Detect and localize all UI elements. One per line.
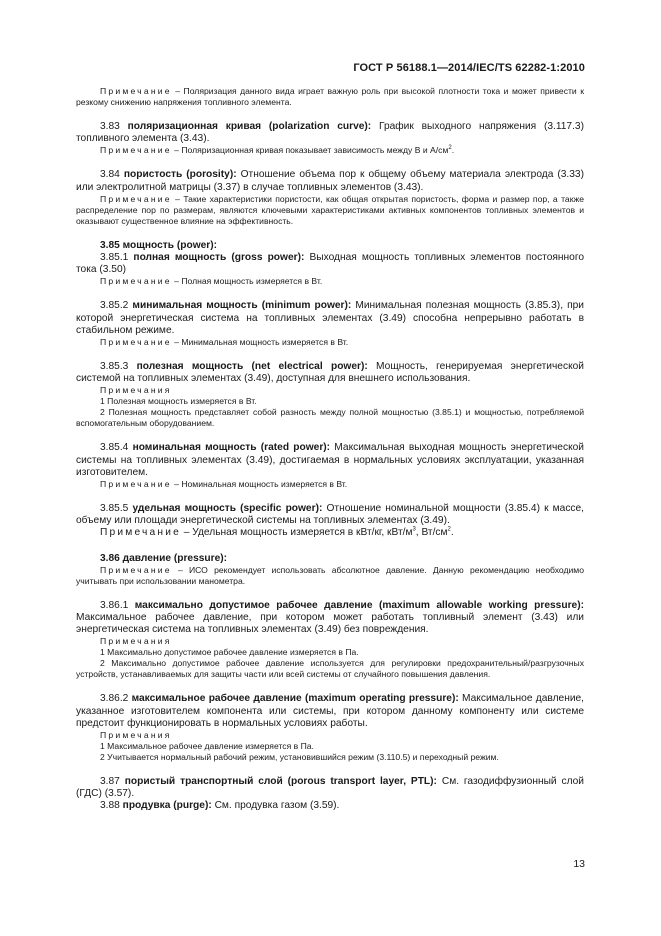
note-text: Поляризация данного вида играет важную роль при высокой плотности тока и может привести к резкому снижению напряжения топливного элемента.	[76, 86, 584, 107]
definition-paragraph: 3.85.5 удельная мощность (specific power): Отношение номинальной мощности (3.85.4) к массе, объему или площади энергетической системы на топливных элементах (3.49).	[76, 503, 585, 527]
note-paragraph: Примечание – Номинальная мощность измеряется в Вт.	[100, 479, 348, 490]
note-paragraph: Примечание – ИСО рекомендует использовать абсолютное давление. Данную рекомендацию необходимо учитывать при использовании манометра.	[76, 564, 584, 586]
note-paragraph: Примечание – Минимальная мощность измеряется в Вт.	[100, 337, 349, 348]
definition-paragraph: 3.85.2 минимальная мощность (minimum power): Минимальная полезная мощность (3.85.3), при которой энергетическая система на топливных элементах (3.49) способна непрерывно работать в стабильном режиме.	[76, 300, 584, 336]
term-3-86-2	[76, 693, 584, 763]
note-label: Примечание	[100, 337, 172, 348]
note-label: Примечание	[100, 527, 181, 539]
note-paragraph: Примечание – Поляризация данного вида играет важную роль при высокой плотности тока и может привести к резкому снижению напряжения топливного элемента.	[76, 86, 584, 107]
notes-label: Примечания	[100, 385, 172, 396]
definition-text: См. продувка газом (3.59).	[211, 800, 340, 812]
term-3-84	[76, 169, 584, 226]
note-item: 2 Учитывается нормальный рабочий режим, установившийся режим (3.110.5) и переходный режим.	[100, 752, 499, 763]
definition-text: Минимальная полезная мощность (3.85.3), при которой энергетическая система на топливных элементах (3.49) способна непрерывно работать в стабильном режиме.	[76, 300, 584, 336]
term-name: пористый транспортный слой (porous transport layer, PTL):	[124, 776, 437, 788]
note-item: 1 Полезная мощность измеряется в Вт.	[100, 396, 257, 407]
notes-label: Примечания	[100, 636, 172, 647]
definition-text: См. газодиффузионный слой (ГДС) (3.57).	[76, 776, 585, 800]
definition-paragraph: 3.86.2 максимальное рабочее давление (maximum operating pressure): Максимальное давление, указанное изготовителем компонента или системы, при котором данному компоненту или системе предстоит функционировать в нормальных условиях работы.	[76, 693, 585, 729]
term-3-86	[76, 553, 584, 587]
definition-text: Отношение объема пор к общему объему материала электрода (3.33) или электролитной матрицы (3.37) в случае топливных элементов (3.43).	[76, 169, 584, 193]
term-3-85-5	[76, 503, 584, 540]
definition-text: Максимальное рабочее давление, при котором может работать топливный элемент (3.43) или энергетическая система на топливных элементах (3.49) без повреждения.	[76, 612, 584, 636]
definition-paragraph: 3.88 продувка (purge): См. продувка газом (3.59).	[100, 800, 340, 812]
notes-label: Примечания	[100, 730, 172, 741]
note-paragraph: Примечание – Удельная мощность измеряется в кВт/кг, кВт/$м^3$, $Вт/см^2$.	[100, 527, 454, 539]
note-paragraph: Примечание – Полная мощность измеряется в Вт.	[100, 276, 323, 287]
note-label: Примечание	[100, 276, 172, 287]
note-label: Примечание	[100, 564, 172, 575]
note-item: 1 Максимально допустимое рабочее давление измеряется в Па.	[100, 647, 359, 658]
term-name: максимальное рабочее давление (maximum operating pressure):	[131, 693, 459, 705]
note-label: Примечание	[100, 193, 172, 204]
definition-text: Максимальное давление, указанное изготовителем компонента или системы, при котором данному компоненту или системе предстоит функционировать в нормальных условиях работы.	[76, 693, 585, 729]
section-heading: 3.85 мощность (power):	[100, 239, 218, 251]
definition-paragraph: 3.84 пористость (porosity): Отношение объема пор к общему объему материала электрода (3.33) или электролитной матрицы (3.37) в случае топливных элементов (3.43).	[76, 169, 584, 193]
term-name: поляризационная кривая (polarization curve):	[127, 121, 372, 132]
term-3-85-4	[76, 442, 584, 490]
definition-paragraph: 3.86.1 максимально допустимое рабочее давление (maximum allowable working pressure): Максимальное рабочее давление, при котором может работать топливный элемент (3.43) или энергетическая система на топливных элементах (3.49) без повреждения.	[76, 599, 584, 636]
term-name: пористость (porosity):	[123, 169, 237, 181]
document-header: ГОСТ Р 56188.1—2014/IEC/TS 62282-1:2010	[353, 62, 585, 74]
note-item: 1 Максимальное рабочее давление измеряется в Па.	[100, 741, 314, 752]
term-name: полная мощность (gross power):	[133, 252, 305, 264]
term-3-87	[76, 776, 584, 813]
definition-text: График выходного напряжения (3.117.3) топливного элемента (3.43).	[76, 121, 584, 145]
term-name: полезная мощность (net electrical power):	[136, 361, 368, 373]
definition-paragraph: 3.85.4 номинальная мощность (rated power): Максимальная выходная мощность энергетической системы на топливных элементах (3.49), достигаемая в нормальных условиях эксплуатации, указанная изготовителем.	[76, 442, 584, 478]
note-label: Примечание	[100, 145, 172, 156]
term-3-85-2	[76, 300, 584, 348]
definition-paragraph: 3.85.3 полезная мощность (net electrical power): Мощность, генерируемая энергетической системой на топливных элементах (3.49), доступная для внешнего использования.	[76, 361, 584, 385]
note-item: 2 Максимально допустимое рабочее давление используется для регулировки предохранительный/разгрузочных устройств, устанавливаемых для защиты части или всей системы от случайного повышения давления.	[76, 658, 584, 680]
definition-paragraph: 3.83 поляризационная кривая (polarization curve): График выходного напряжения (3.117.3) топливного элемента (3.43).	[76, 121, 584, 145]
note-paragraph: Примечание – Такие характеристики пористости, как общая открытая пористость, форма и размер пор, а также распределение пор по размерам, являются ключевыми характеристиками активных компонентов топливных элементов и оказывают существенное влияние на эффективность.	[76, 193, 584, 226]
definition-text: Отношение номинальной мощности (3.85.4) к массе, объему или площади энергетической системы на топливных элементах (3.49).	[76, 503, 585, 527]
term-3-86-1	[76, 600, 584, 681]
term-name: минимальная мощность (minimum power):	[132, 300, 352, 312]
definition-text: Максимальная выходная мощность энергетической системы на топливных элементах (3.49), достигаемая в нормальных условиях эксплуатации, указанная изготовителем.	[76, 442, 584, 478]
note-item: 2 Полезная мощность представляет собой разность между полной мощностью (3.85.1) и мощностью, потребляемой вспомогательным оборудованием.	[76, 407, 584, 429]
term-name: продувка (purge):	[122, 800, 212, 812]
definition-paragraph: 3.85.1 полная мощность (gross power): Выходная мощность топливных элементов постоянного тока (3.50)	[76, 252, 584, 276]
note-label: Примечание	[100, 86, 172, 96]
term-3-83	[76, 121, 584, 156]
definition-text: Мощность, генерируемая энергетической системой на топливных элементах (3.49), доступная для внешнего использования.	[76, 361, 584, 385]
term-name: максимально допустимое рабочее давление (maximum allowable working pressure):	[134, 599, 584, 611]
term-3-85-3	[76, 361, 584, 429]
note-label: Примечание	[100, 479, 172, 490]
document-body	[76, 86, 584, 813]
note-paragraph: Примечание – Поляризационная кривая показывает зависимость между В и $А/см^2$.	[100, 145, 455, 156]
term-name: номинальная мощность (rated power):	[132, 442, 331, 454]
section-heading: 3.86 давление (pressure):	[100, 552, 228, 564]
definition-text: Выходная мощность топливных элементов постоянного тока (3.50)	[76, 252, 584, 276]
page-number: 13	[573, 858, 585, 870]
definition-paragraph: 3.87 пористый транспортный слой (porous transport layer, PTL): См. газодиффузионный слой (ГДС) (3.57).	[76, 776, 585, 800]
term-3-85	[76, 240, 584, 288]
term-name: удельная мощность (specific power):	[132, 503, 323, 515]
